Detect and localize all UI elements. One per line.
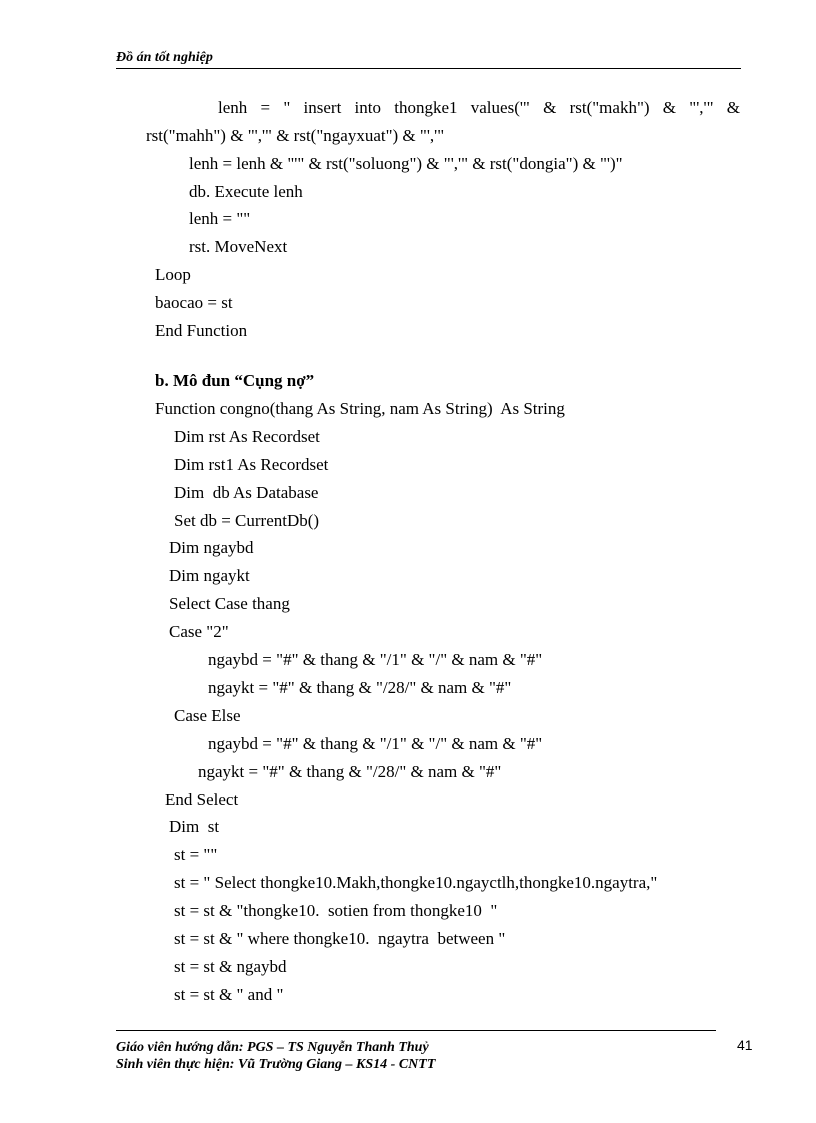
code-line: ngaykt = "#" & thang & "/28/" & nam & "#" xyxy=(208,678,512,697)
code-line: st = st & "thongke10. sotien from thongke10 " xyxy=(174,901,498,920)
code-line: ngaykt = "#" & thang & "/28/" & nam & "#" xyxy=(198,762,502,781)
code-line: db. Execute lenh xyxy=(189,182,303,201)
code-line: Case "2" xyxy=(169,622,229,641)
code-line: rst. MoveNext xyxy=(189,237,288,256)
footer-supervisor: Giáo viên hướng dẫn: PGS – TS Nguyễn Thanh Thuỷ xyxy=(116,1040,429,1055)
code-line: Dim ngaykt xyxy=(169,566,250,585)
footer-student: Sinh viên thực hiện: Vũ Trường Giang – KS14 - CNTT xyxy=(116,1057,436,1072)
code-line: Set db = CurrentDb() xyxy=(174,511,320,530)
code-line: End Function xyxy=(155,321,248,340)
code-line: Function congno(thang As String, nam As String) As String xyxy=(155,399,565,418)
code-line: ngaybd = "#" & thang & "/1" & "/" & nam & "#" xyxy=(208,650,543,669)
code-line: End Select xyxy=(165,790,239,809)
code-line: Dim rst1 As Recordset xyxy=(174,455,329,474)
code-line: st = st & " and " xyxy=(174,985,284,1004)
code-line: lenh = "" xyxy=(189,209,251,228)
code-line: baocao = st xyxy=(155,293,233,312)
code-line: Dim st xyxy=(169,817,220,836)
footer-rule xyxy=(116,1030,716,1031)
code-line: st = st & ngaybd xyxy=(174,957,287,976)
code-line: Dim rst As Recordset xyxy=(174,427,320,446)
header-title: Đồ án tốt nghiệp xyxy=(116,50,213,65)
code-line: Select Case thang xyxy=(169,594,290,613)
code-line: st = "" xyxy=(174,845,218,864)
code-line: st = st & " where thongke10. ngaytra between " xyxy=(174,929,506,948)
code-line: Dim db As Database xyxy=(174,483,319,502)
code-line: st = " Select thongke10.Makh,thongke10.ngayctlh,thongke10.ngaytra," xyxy=(174,873,658,892)
code-line: ngaybd = "#" & thang & "/1" & "/" & nam & "#" xyxy=(208,734,543,753)
code-line: lenh = " insert into thongke1 values('" & rst("makh") & "','" & xyxy=(218,98,740,117)
code-line: Case Else xyxy=(174,706,241,725)
section-heading: b. Mô đun “Cụng nợ” xyxy=(155,371,315,390)
header-rule xyxy=(116,68,741,69)
code-line: rst("mahh") & "','" & rst("ngayxuat") & "','" xyxy=(146,126,445,145)
code-line: Dim ngaybd xyxy=(169,538,254,557)
code-line: Loop xyxy=(155,265,191,284)
page-number: 41 xyxy=(737,1037,753,1053)
code-line: lenh = lenh & "'" & rst("soluong") & "','" & rst("dongia") & "')" xyxy=(189,154,623,173)
